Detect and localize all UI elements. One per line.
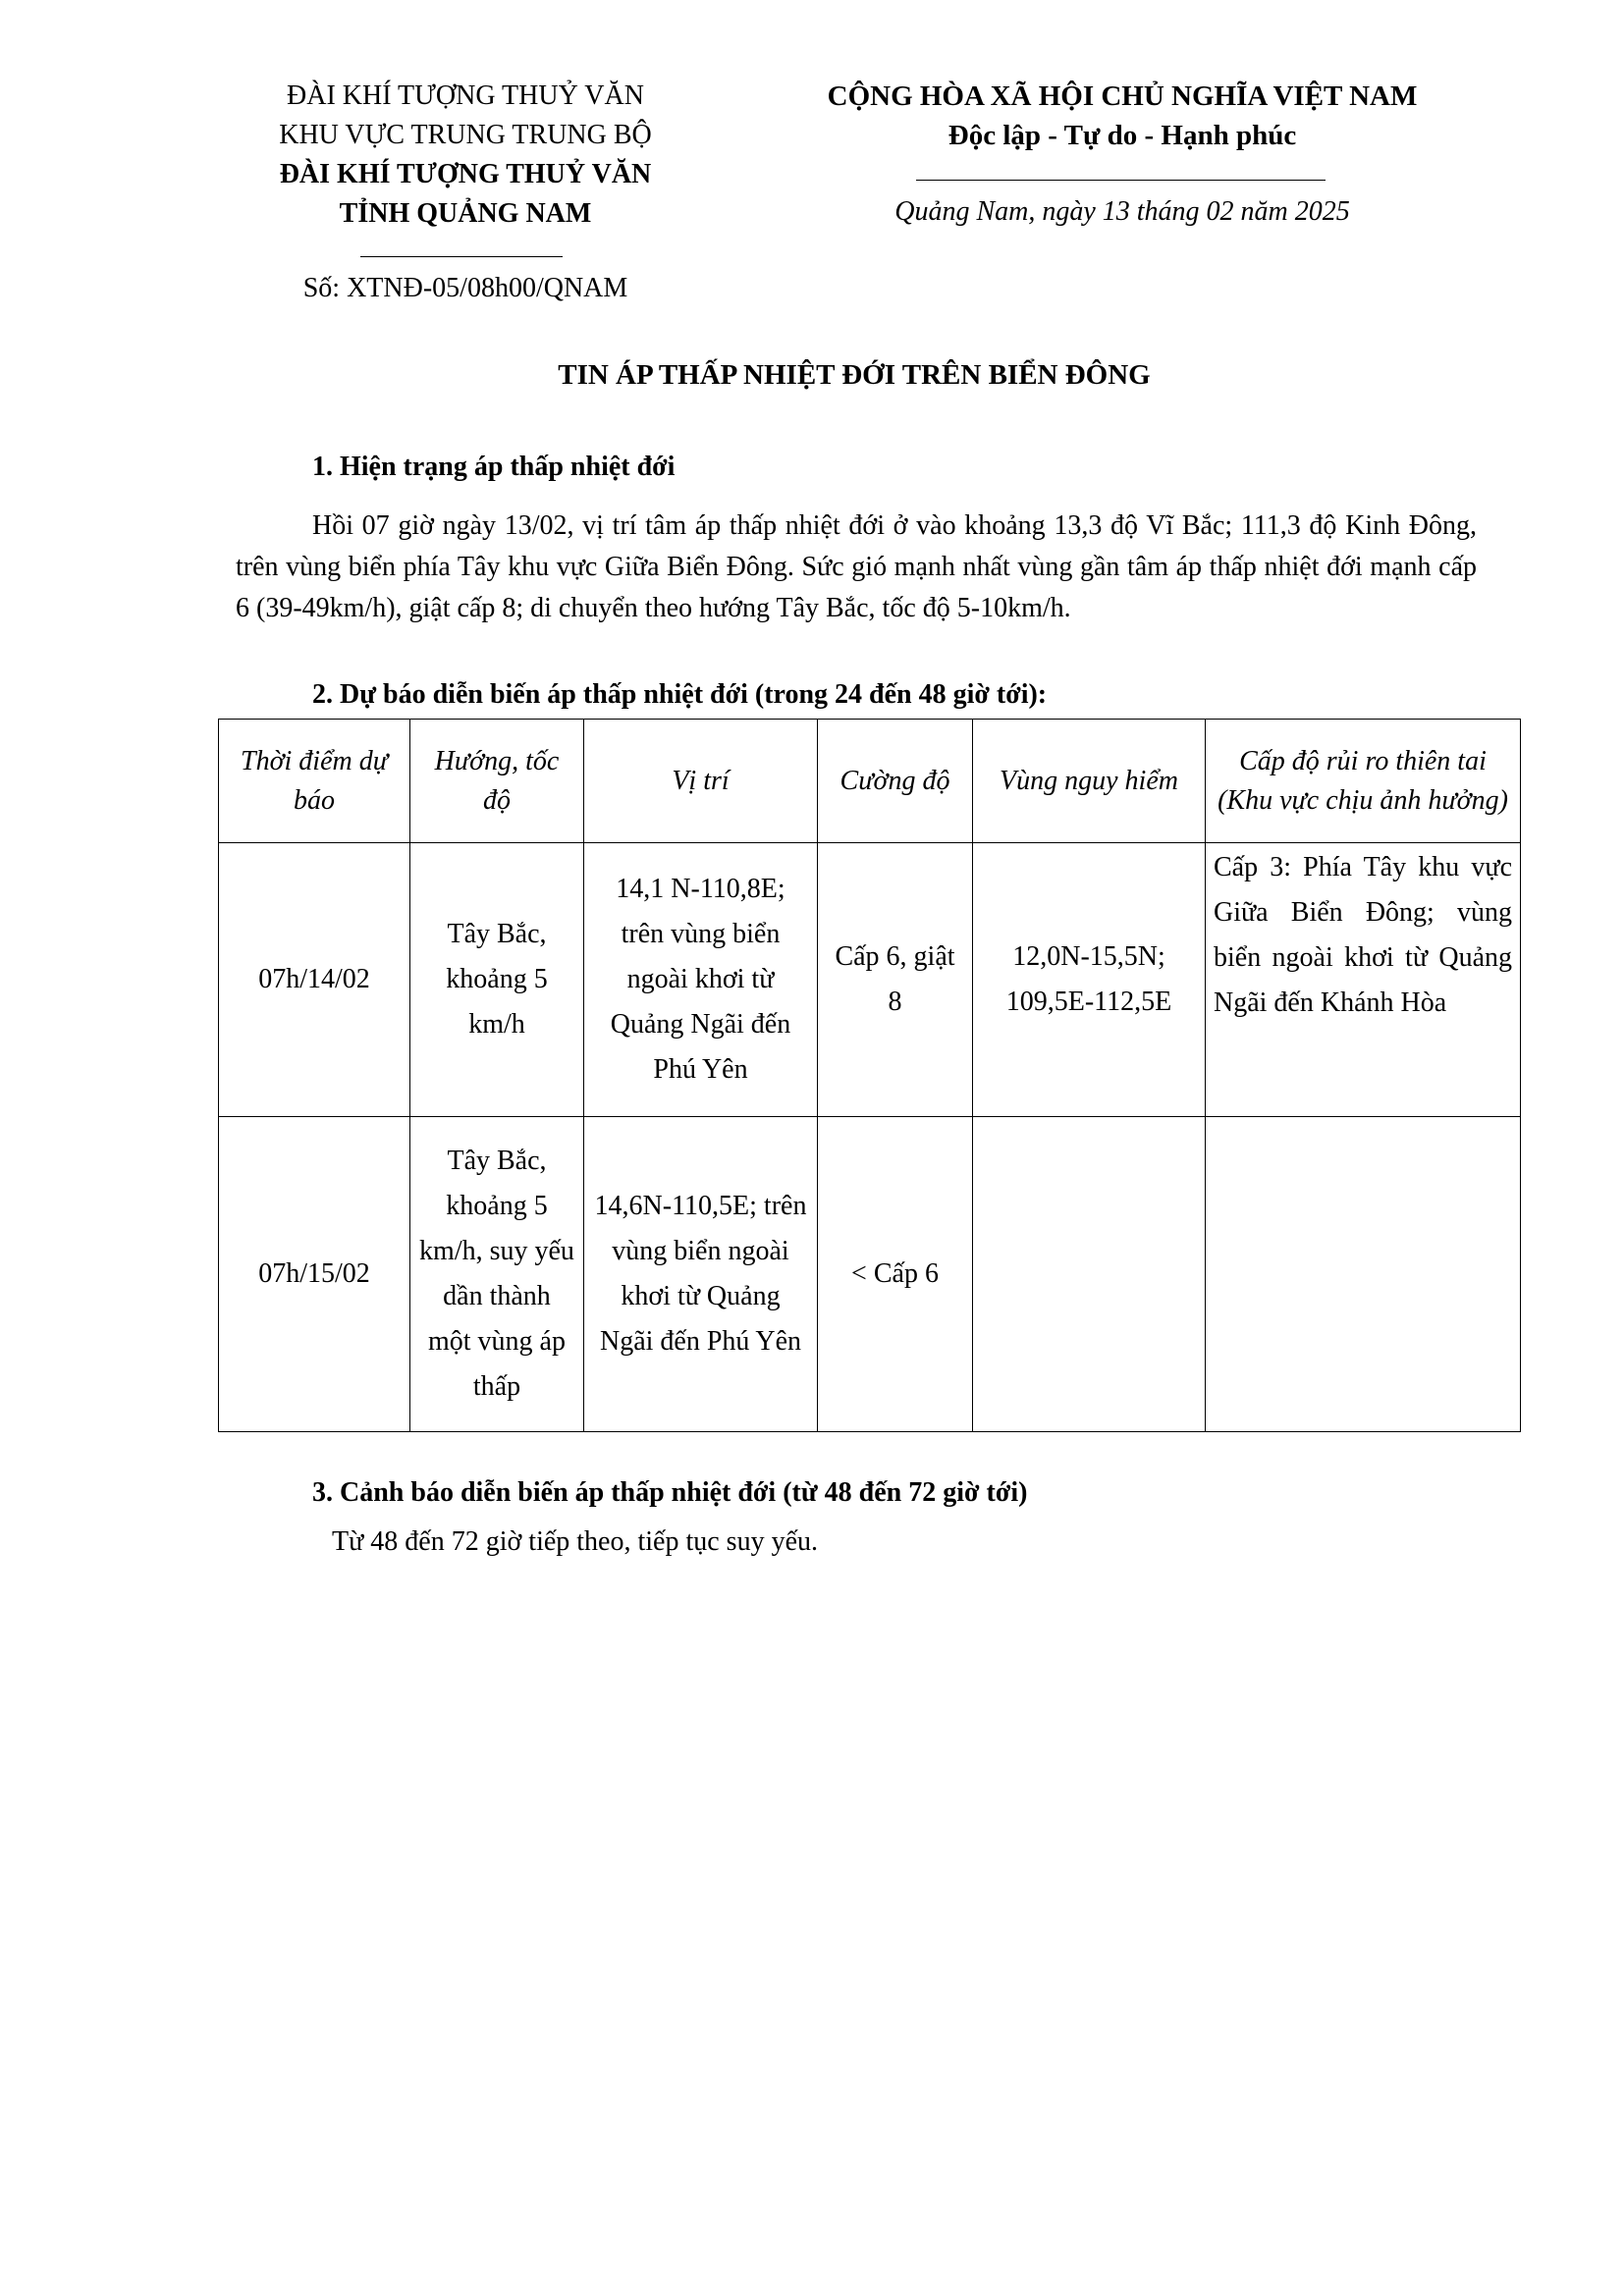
- divider-right: [916, 180, 1326, 181]
- section-1-heading: 1. Hiện trạng áp thấp nhiệt đới: [312, 452, 676, 482]
- section-2-heading: 2. Dự báo diễn biến áp thấp nhiệt đới (trong 24 đến 48 giờ tới):: [312, 679, 1048, 710]
- col-header-time: Thời điểm dự báo: [219, 720, 410, 843]
- national-motto: [730, 77, 1515, 155]
- cell-risk-level: [1206, 1117, 1521, 1432]
- cell-intensity: < Cấp 6: [818, 1117, 973, 1432]
- motto: Độc lập - Tự do - Hạnh phúc: [947, 120, 1297, 151]
- col-header-direction: Hướng, tốc độ: [410, 720, 584, 843]
- agency-line-2: KHU VỰC TRUNG TRUNG BỘ: [279, 120, 652, 150]
- issuing-agency: [210, 77, 721, 234]
- section-3-heading: 3. Cảnh báo diễn biến áp thấp nhiệt đới (từ 48 đến 72 giờ tới): [312, 1477, 1028, 1508]
- page-title: TIN ÁP THẤP NHIỆT ĐỚI TRÊN BIỂN ĐÔNG: [558, 359, 1151, 391]
- cell-danger-zone: 12,0N-15,5N; 109,5E-112,5E: [973, 843, 1206, 1117]
- forecast-table: [218, 719, 1521, 1432]
- country-name: CỘNG HÒA XÃ HỘI CHỦ NGHĨA VIỆT NAM: [827, 80, 1418, 112]
- cell-time: 07h/15/02: [219, 1117, 410, 1432]
- table-header-row: [219, 720, 1521, 843]
- issue-date: Quảng Nam, ngày 13 tháng 02 năm 2025: [894, 196, 1350, 227]
- col-header-danger-zone: Vùng nguy hiểm: [973, 720, 1206, 843]
- cell-position: 14,1 N-110,8E; trên vùng biển ngoài khơi từ Quảng Ngãi đến Phú Yên: [584, 843, 818, 1117]
- col-header-risk-level: Cấp độ rủi ro thiên tai (Khu vực chịu ảnh hưởng): [1206, 720, 1521, 843]
- cell-direction: Tây Bắc, khoảng 5 km/h: [410, 843, 584, 1117]
- cell-risk-level: Cấp 3: Phía Tây khu vực Giữa Biển Đông; vùng biển ngoài khơi từ Quảng Ngãi đến Khánh Hòa: [1206, 843, 1521, 1117]
- divider-left: [360, 256, 563, 257]
- table-row: [219, 843, 1521, 1117]
- section-3-text: Từ 48 đến 72 giờ tiếp theo, tiếp tục suy yếu.: [332, 1526, 819, 1557]
- cell-danger-zone: [973, 1117, 1206, 1432]
- agency-line-1: ĐÀI KHÍ TƯỢNG THUỶ VĂN: [287, 80, 644, 111]
- cell-position: 14,6N-110,5E; trên vùng biển ngoài khơi từ Quảng Ngãi đến Phú Yên: [584, 1117, 818, 1432]
- table-row: [219, 1117, 1521, 1432]
- col-header-position: Vị trí: [584, 720, 818, 843]
- col-header-intensity: Cường độ: [818, 720, 973, 843]
- agency-line-3: ĐÀI KHÍ TƯỢNG THUỶ VĂN: [279, 159, 652, 189]
- section-1-text: Hồi 07 giờ ngày 13/02, vị trí tâm áp thấp nhiệt đới ở vào khoảng 13,3 độ Vĩ Bắc; 111,3 độ Kinh Đông, trên vùng biển phía Tây khu vực Giữa Biển Đông. Sức gió mạnh nhất vùng gần tâm áp thấp nhiệt đới mạnh cấp 6 (39-49km/h), giật cấp 8; di chuyển theo hướng Tây Bắc, tốc độ 5-10km/h.: [236, 510, 1477, 623]
- document-number: Số: XTNĐ-05/08h00/QNAM: [302, 273, 628, 303]
- cell-direction: Tây Bắc, khoảng 5 km/h, suy yếu dần thành một vùng áp thấp: [410, 1117, 584, 1432]
- agency-line-4: TỈNH QUẢNG NAM: [339, 198, 592, 229]
- cell-time: 07h/14/02: [219, 843, 410, 1117]
- cell-intensity: Cấp 6, giật 8: [818, 843, 973, 1117]
